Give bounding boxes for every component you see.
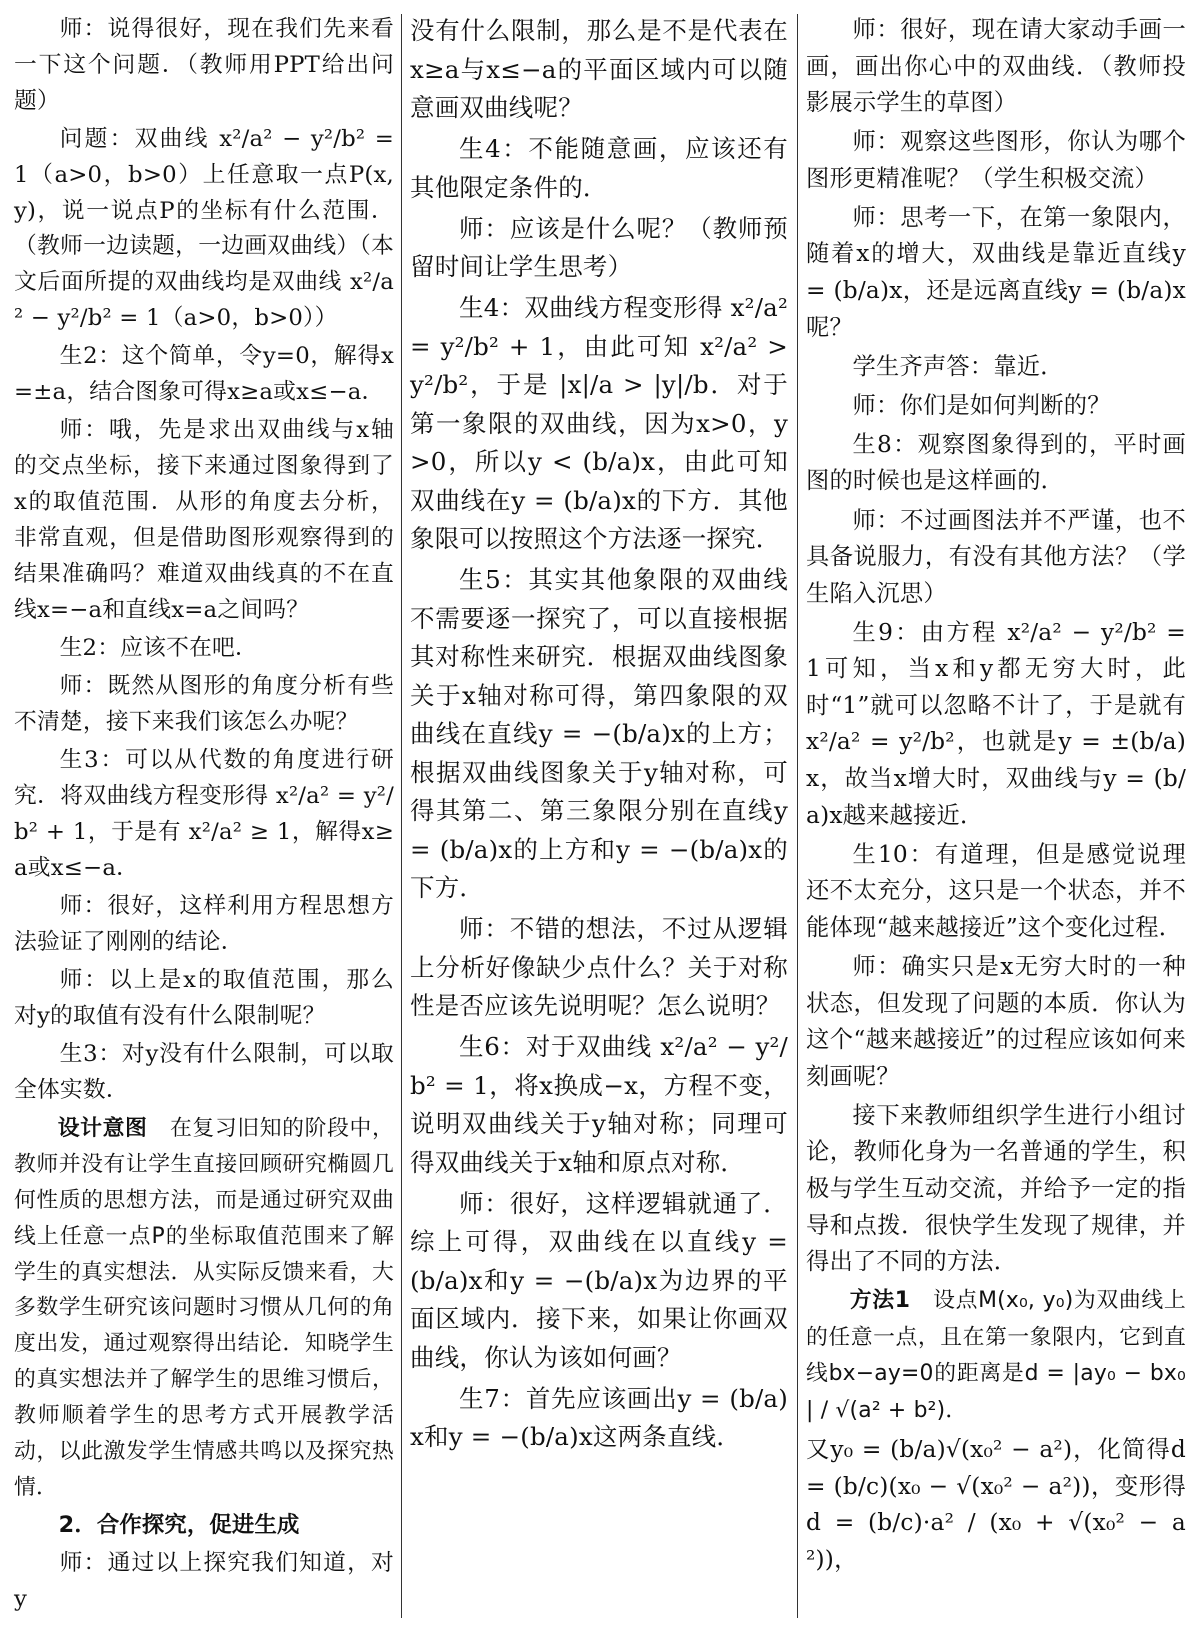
column-divider — [401, 14, 402, 1618]
paragraph: 生4：双曲线方程变形得 x²/a² = y²/b² + 1，由此可知 x²/a² > y²/b²，于是 |x|/a > |y|/b．对于第一象限的双曲线，因为x>0，y>0，所以y < (b/a)x，由此可知双曲线在y = (b/a)x的下方．其他象限可以按照这个方法逐一探究． — [410, 293, 788, 553]
paragraph: 师：思考一下，在第一象限内，随着x的增大，双曲线是靠近直线y = (b/a)x，还是远离直线y = (b/a)x呢？ — [806, 203, 1186, 341]
paragraph: 师：既然从图形的角度分析有些不清楚，接下来我们该怎么办呢？ — [14, 673, 394, 735]
paragraph: 师：哦，先是求出双曲线与x轴的交点坐标，接下来通过图象得到了x的取值范围．从形的角度去分析，非常直观，但是借助图形观察得到的结果准确吗？难道双曲线真的不在直线x=−a和直线x=a之间吗？ — [14, 417, 394, 623]
paragraph: 师：很好，这样逻辑就通了．综上可得，双曲线在以直线y = (b/a)x和y = −(b/a)x为边界的平面区域内．接下来，如果让你画双曲线，你认为该如何画？ — [410, 1188, 788, 1372]
paragraph: 接下来教师组织学生进行小组讨论，教师化身为一名普通的学生，积极与学生互动交流，并给予一定的指导和点拨．很快学生发现了规律，并得出了不同的方法． — [806, 1101, 1186, 1276]
paragraph: 师：通过以上探究我们知道，对y — [14, 1550, 394, 1612]
paragraph: 生9：由方程 x²/a² − y²/b² = 1可知，当x和y都无穷大时，此时“1”就可以忽略不计了，于是就有 x²/a² = y²/b²，也就是y = ±(b/a)x，故当x增大时，双曲线与y = (b/a)x越来越接近． — [806, 618, 1186, 829]
paragraph: 生6：对于双曲线 x²/a² − y²/b² = 1，将x换成−x，方程不变，说明双曲线关于y轴对称；同理可得双曲线关于x轴和原点对称． — [410, 1032, 788, 1177]
method-text: 设点M(x₀, y₀)为双曲线上的任意一点，且在第一象限内，它到直线bx−ay=0的距离是d = |ay₀ − bx₀| / √(a² + b²)． — [806, 1288, 1186, 1423]
paragraph: 师：不过画图法并不严谨，也不具备说服力，有没有其他方法？（学生陷入沉思） — [806, 506, 1186, 607]
column-middle — [410, 12, 788, 1618]
paragraph: 问题：双曲线 x²/a² − y²/b² = 1（a>0，b>0）上任意取一点P(x, y)，说一说点P的坐标有什么范围．（教师一边读题，一边画双曲线）（本文后面所提的双曲线均是双曲线 x²/a² − y²/b² = 1（a>0，b>0）） — [14, 125, 394, 331]
paragraph: 师：观察这些图形，你认为哪个图形更精准呢？（学生积极交流） — [806, 128, 1186, 192]
paragraph: 师：确实只是x无穷大时的一种状态，但发现了问题的本质．你认为这个“越来越接近”的过程应该如何来刻画呢？ — [806, 952, 1186, 1090]
paragraph: 生5：其实其他象限的双曲线不需要逐一探究了，可以直接根据其对称性来研究．根据双曲线图象关于x轴对称可得，第四象限的双曲线在直线y = −(b/a)x的上方；根据双曲线图象关于y轴对称，可得其第二、第三象限分别在直线y = (b/a)x的上方和y = −(b/a)x的下方． — [410, 565, 788, 902]
design-intent-label: 设计意图 — [57, 1116, 148, 1142]
paragraph: 师：应该是什么呢？（教师预留时间让学生思考） — [410, 213, 788, 281]
paragraph: 师：以上是x的取值范围，那么对y的取值有没有什么限制呢？ — [14, 967, 394, 1029]
design-intent-text: 在复习旧知的阶段中，教师并没有让学生直接回顾研究椭圆几何性质的思想方法，而是通过研究双曲线上任意一点P的坐标取值范围来了解学生的真实想法．从实际反馈来看，大多数学生研究该问题时习惯从几何的角度出发，通过观察得出结论．知晓学生的真实想法并了解学生的思维习惯后，教师顺着学生的思考方式开展教学活动，以此激发学生情感共鸣以及探究热情． — [14, 1116, 395, 1500]
paragraph: 生4：不能随意画，应该还有其他限定条件的． — [410, 134, 788, 202]
paragraph: 生3：对y没有什么限制，可以取全体实数． — [14, 1041, 394, 1104]
paragraph: 师：你们是如何判断的？ — [852, 391, 1111, 419]
column-divider — [797, 14, 798, 1618]
paragraph: 学生齐声答：靠近． — [852, 352, 1064, 380]
paragraph: 师：很好，这样利用方程思想方法验证了刚刚的结论． — [14, 893, 394, 955]
paragraph: 生2：应该不在吧． — [59, 634, 258, 661]
paragraph: 师：说得很好，现在我们先来看一下这个问题．（教师用PPT给出问题） — [14, 16, 394, 114]
column-left — [14, 12, 394, 1618]
paragraph: 没有什么限制，那么是不是代表在x≥a与x≤−a的平面区域内可以随意画双曲线呢？ — [410, 16, 788, 122]
section-heading: 2．合作探究，促进生成 — [58, 1511, 300, 1538]
paragraph: 生3：可以从代数的角度进行研究．将双曲线方程变形得 x²/a² = y²/b² + 1，于是有 x²/a² ≥ 1，解得x≥a或x≤−a． — [14, 747, 394, 881]
paragraph: 师：很好，现在请大家动手画一画，画出你心中的双曲线．（教师投影展示学生的草图） — [806, 16, 1186, 117]
paragraph: 生7：首先应该画出y = (b/a)x和y = −(b/a)x这两条直线． — [410, 1383, 788, 1451]
paragraph: 生2：这个简单，令y=0，解得x=±a，结合图象可得x≥a或x≤−a． — [14, 343, 394, 406]
method-label: 方法1 — [849, 1288, 911, 1314]
design-intent-paragraph — [14, 1111, 394, 1505]
column-right — [806, 12, 1186, 1618]
method-paragraph — [806, 1283, 1186, 1429]
paragraph: 又y₀ = (b/a)√(x₀² − a²)，化简得d = (b/c)(x₀ − √(x₀² − a²))，变形得d = (b/c)·a² / (x₀ + √(x₀² − a²))， — [806, 1435, 1186, 1573]
paragraph: 师：不错的想法，不过从逻辑上分析好像缺少点什么？关于对称性是否应该先说明呢？怎么说明？ — [410, 914, 788, 1020]
paragraph: 生10：有道理，但是感觉说理还不太充分，这只是一个状态，并不能体现“越来越接近”这个变化过程． — [806, 840, 1186, 941]
paragraph: 生8：观察图象得到的，平时画图的时候也是这样画的． — [806, 430, 1186, 495]
